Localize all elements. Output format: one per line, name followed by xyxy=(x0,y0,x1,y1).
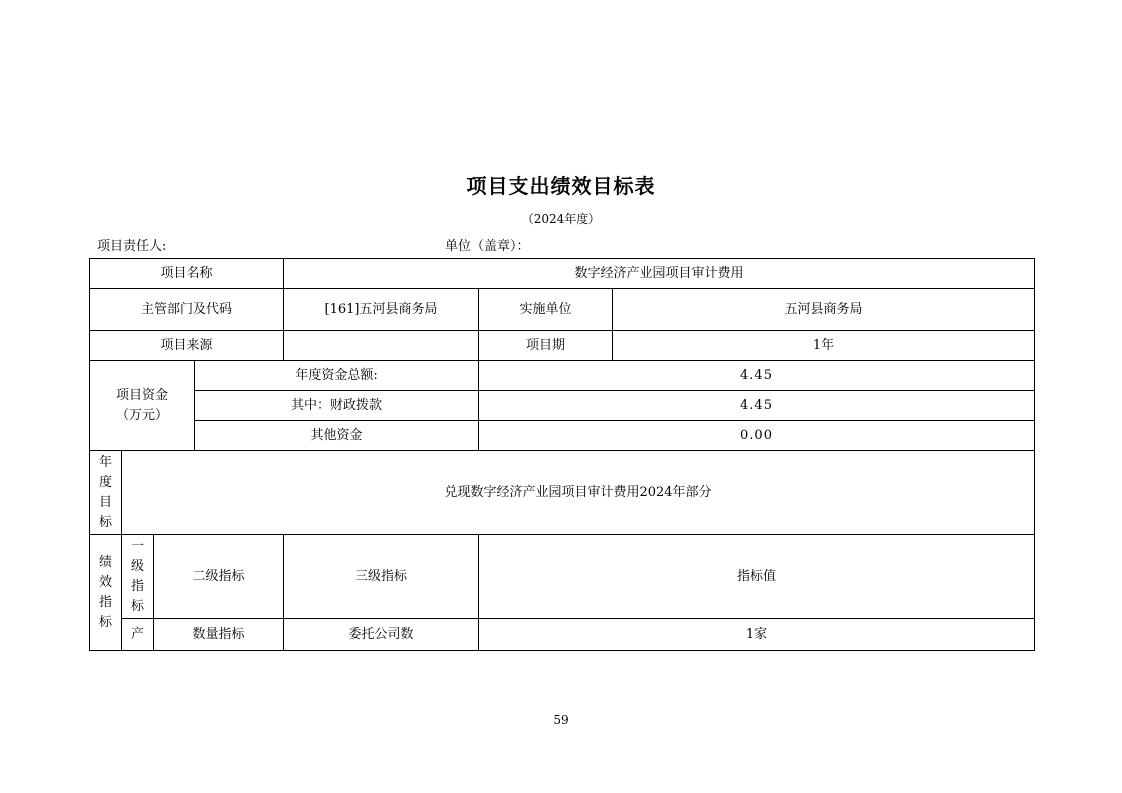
performance-indicator-char: 标 xyxy=(98,614,112,630)
page-number: 59 xyxy=(553,713,569,727)
fiscal-allocation-label: 其中：财政拨款 xyxy=(195,391,479,421)
level3-indicator-cell: 委托公司数 xyxy=(284,619,479,651)
project-source-label: 项目来源 xyxy=(90,331,284,361)
department-code-value: [161]五河县商务局 xyxy=(284,289,479,331)
project-funds-label-line2: （万元） xyxy=(115,407,168,423)
project-period-label: 项目期 xyxy=(479,331,613,361)
level1-indicator-char: 级 xyxy=(130,558,144,574)
indicator-value-header: 指标值 xyxy=(479,535,1035,619)
annual-goal-char: 标 xyxy=(98,514,112,530)
level3-indicator-header: 三级指标 xyxy=(284,535,479,619)
other-funds-label: 其他资金 xyxy=(195,421,479,451)
performance-indicator-char: 效 xyxy=(98,574,112,590)
level2-indicator-header: 二级指标 xyxy=(154,535,284,619)
performance-indicator-label xyxy=(90,535,122,651)
level1-indicator-char: 标 xyxy=(130,598,144,614)
department-code-label: 主管部门及代码 xyxy=(90,289,284,331)
project-name-label: 项目名称 xyxy=(90,259,284,289)
unit-seal-label: 单位（盖章）： xyxy=(445,239,530,254)
responsible-person-label: 项目责任人: xyxy=(97,239,167,254)
implementing-unit-label: 实施单位 xyxy=(479,289,613,331)
performance-target-table xyxy=(89,258,1035,651)
project-name-value: 数字经济产业园项目审计费用 xyxy=(284,259,1035,289)
level1-indicator-char: 指 xyxy=(130,578,144,594)
implementing-unit-value: 五河县商务局 xyxy=(613,289,1035,331)
annual-goal-char: 目 xyxy=(98,494,112,510)
level1-indicator-cell: 产 xyxy=(122,619,154,651)
project-source-value xyxy=(284,331,479,361)
level1-indicator-char: 一 xyxy=(130,538,144,554)
annual-goal-value: 兑现数字经济产业园项目审计费用2024年部分 xyxy=(122,451,1035,535)
project-period-value: 1年 xyxy=(613,331,1035,361)
annual-total-value: 4.45 xyxy=(479,361,1035,391)
level1-indicator-header xyxy=(122,535,154,619)
performance-indicator-char: 绩 xyxy=(98,554,112,570)
performance-indicator-char: 指 xyxy=(98,594,112,610)
fiscal-allocation-value: 4.45 xyxy=(479,391,1035,421)
project-funds-label-line1: 项目资金 xyxy=(115,387,168,403)
level2-indicator-cell: 数量指标 xyxy=(154,619,284,651)
other-funds-value: 0.00 xyxy=(479,421,1035,451)
annual-goal-char: 年 xyxy=(98,454,112,470)
annual-total-label: 年度资金总额: xyxy=(195,361,479,391)
indicator-value-cell: 1家 xyxy=(479,619,1035,651)
year-subtitle: （2024年度） xyxy=(521,212,601,226)
project-funds-label xyxy=(90,361,195,451)
annual-goal-char: 度 xyxy=(98,474,112,490)
annual-goal-label xyxy=(90,451,122,535)
page-title: 项目支出绩效目标表 xyxy=(466,174,656,198)
